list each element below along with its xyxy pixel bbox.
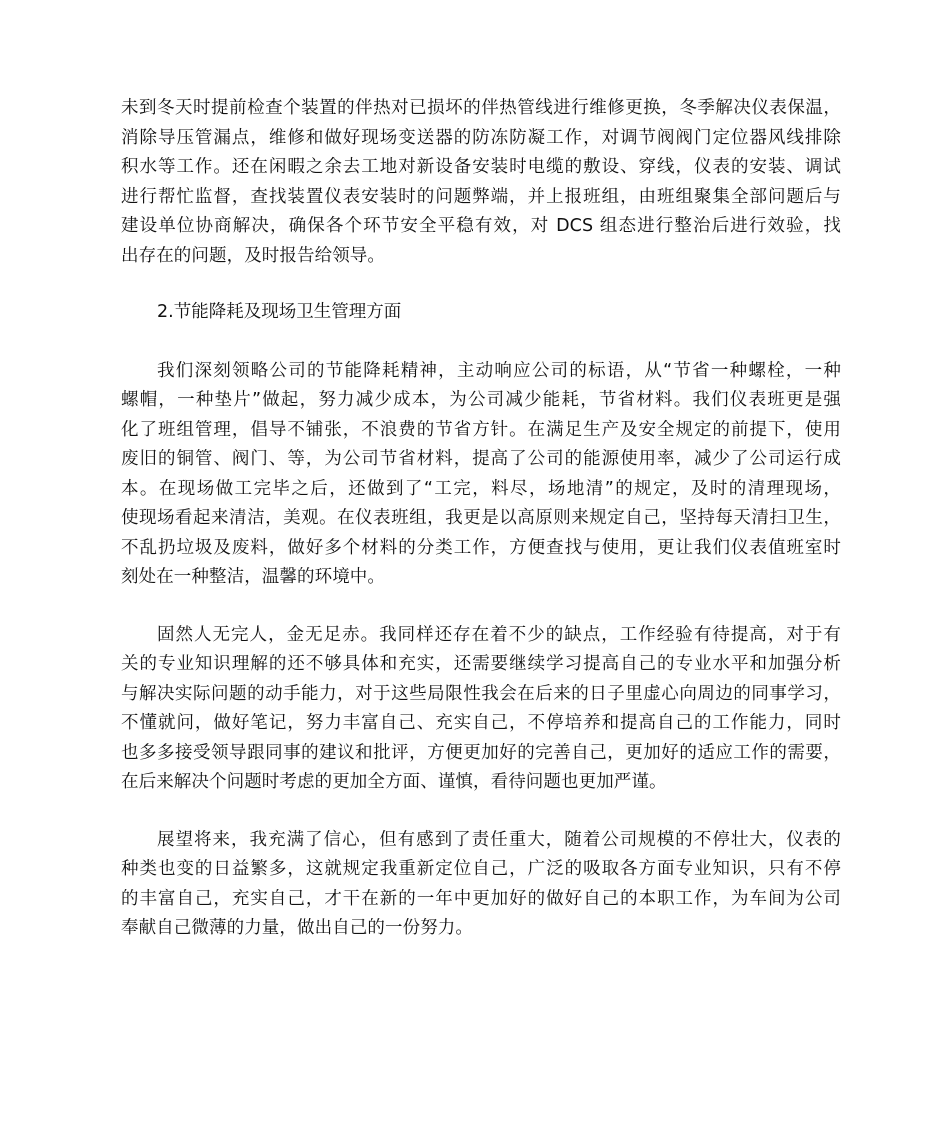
paragraph-spacer: [121, 328, 841, 357]
text-line: 本。在现场做工完毕之后，还做到了“工完，料尽，场地清”的规定，及时的清理现场，: [121, 478, 841, 499]
paragraph-spacer: [121, 593, 841, 621]
text-line: 建设单位协商解决，确保各个环节安全平稳有效，对 DCS 组态进行整治后进行效验，找: [121, 216, 841, 236]
text-line: 固然人无完人，金无足赤。我同样还存在着不少的缺点，工作经验有待提高，对于有: [157, 624, 841, 645]
paragraph-energy-saving: [121, 357, 841, 593]
text-line: 积水等工作。还在闲暇之余去工地对新设备安装时电缆的敷设、穿线，仪表的安装、调试: [121, 157, 841, 177]
text-line: 关的专业知识理解的还不够具体和充实，还需要继续学习提高自己的专业水平和加强分析: [121, 654, 841, 674]
text-line: 也多多接受领导跟同事的建议和批评，方便更加好的完善自己，更加好的适应工作的需要，: [121, 742, 841, 763]
document-body: [121, 94, 841, 944]
paragraph-spacer: [121, 271, 841, 298]
text-line: 出存在的问题，及时报告给领导。: [121, 245, 385, 266]
text-line: 消除导压管漏点，维修和做好现场变送器的防冻防凝工作，对调节阀阀门定位器风线排除: [121, 127, 841, 148]
paragraph-outlook: [121, 826, 841, 944]
text-line: 不乱扔垃圾及废料，做好多个材料的分类工作，方便查找与使用，更让我们仪表值班室时: [121, 537, 841, 558]
text-line: 不懂就问，做好笔记，努力丰富自己、充实自己，不停培养和提高自己的工作能力，同时: [121, 713, 841, 733]
text-line: 废旧的铜管、阀门、等，为公司节省材料，提高了公司的能源使用率，减少了公司运行成: [121, 449, 841, 469]
text-line: 展望将来，我充满了信心，但有感到了责任重大，随着公司规模的不停壮大，仪表的: [157, 829, 841, 850]
text-line: 的丰富自己，充实自己，才干在新的一年中更加好的做好自己的本职工作，为车间为公司: [121, 888, 841, 909]
text-line: 在后来解决个问题时考虑的更加全方面、谨慎，看待问题也更加严谨。: [121, 772, 667, 792]
section-heading: 2.节能降耗及现场卫生管理方面: [157, 302, 402, 322]
paragraph-spacer: [121, 798, 841, 826]
text-line: 使现场看起来清洁，美观。在仪表班组，我更是以高原则来规定自己，坚持每天清扫卫生，: [121, 508, 841, 528]
text-line: 未到冬天时提前检查个装置的伴热对已损坏的伴热管线进行维修更换，冬季解决仪表保温，: [121, 98, 841, 118]
text-line: 奉献自己微薄的力量，做出自己的一份努力。: [121, 918, 473, 938]
text-line: 螺帽，一种垫片”做起，努力减少成本，为公司减少能耗，节省材料。我们仪表班更是强: [121, 390, 841, 410]
text-line: 进行帮忙监督，查找装置仪表安装时的问题弊端，并上报班组，由班组聚集全部问题后与: [121, 186, 841, 207]
text-line: 刻处在一种整洁，温馨的环境中。: [121, 567, 385, 587]
text-line: 化了班组管理，倡导不铺张，不浪费的节省方针。在满足生产及安全规定的前提下，使用: [121, 419, 841, 440]
paragraph-maintenance: [121, 94, 841, 271]
text-line: 种类也变的日益繁多，这就规定我重新定位自己，广泛的吸取各方面专业知识，只有不停: [121, 859, 841, 879]
paragraph-shortcomings: [121, 621, 841, 798]
text-line: 我们深刻领略公司的节能降耗精神，主动响应公司的标语，从“节省一种螺栓，一种: [157, 360, 841, 381]
text-line: 与解决实际问题的动手能力，对于这些局限性我会在后来的日子里虚心向周边的同事学习，: [121, 683, 841, 704]
